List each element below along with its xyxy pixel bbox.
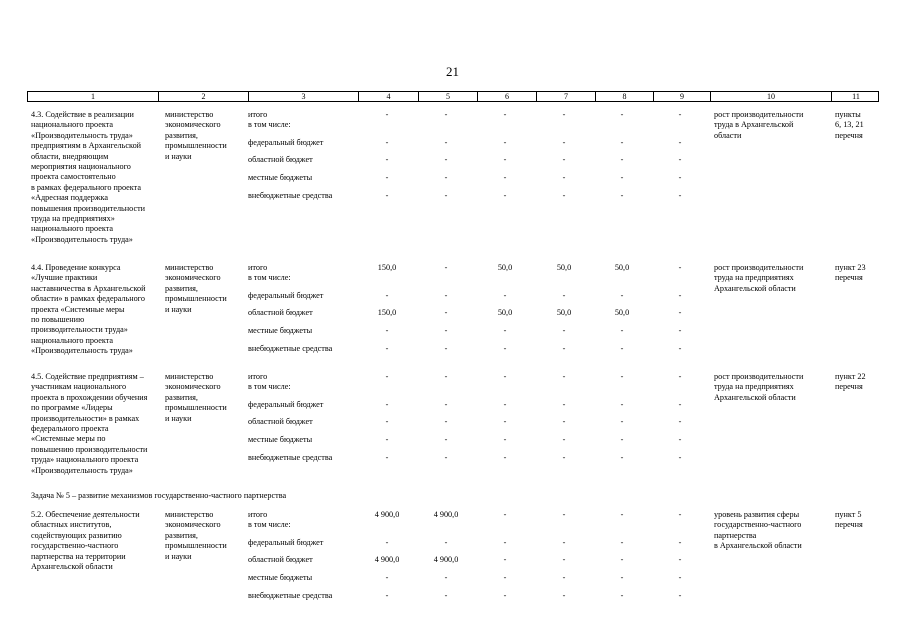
value-cell: -: [503, 555, 507, 564]
row-name: 4.4. Проведение конкурса «Лучшие практики наставничества в Архангельской области» в рамках федерального проекта «Системные меры по повышению производительности труда» национального проекта «Производительность труда»: [31, 263, 146, 356]
value-cell: -: [444, 344, 448, 353]
value-cell: -: [562, 538, 566, 547]
row-result: рост производительности труда на предприятиях Архангельской области: [714, 372, 804, 402]
value-cell: -: [620, 372, 624, 381]
funding-source: внебюджетные средства: [248, 344, 333, 353]
value-cell: -: [562, 291, 566, 300]
value-cell: -: [444, 155, 448, 164]
value-cell: -: [503, 573, 507, 582]
funding-source: федеральный бюджет: [248, 400, 324, 409]
value-cell: -: [562, 173, 566, 182]
value-cell: -: [562, 372, 566, 381]
row-executor: министерство экономического развития, промышленности и науки: [165, 372, 227, 423]
value-cell: -: [385, 110, 389, 119]
value-cell: 4 900,0: [433, 510, 459, 519]
funding-source: федеральный бюджет: [248, 538, 324, 547]
value-cell: -: [620, 453, 624, 462]
value-cell: 150,0: [377, 308, 397, 317]
value-cell: -: [678, 372, 682, 381]
value-cell: -: [678, 173, 682, 182]
row-executor: министерство экономического развития, промышленности и науки: [165, 510, 227, 561]
value-cell: 150,0: [377, 263, 397, 272]
funding-source: итого в том числе:: [248, 110, 291, 130]
value-cell: -: [620, 400, 624, 409]
header-cell-6: 6: [477, 92, 536, 102]
funding-source: внебюджетные средства: [248, 453, 333, 462]
header-cell-4: 4: [358, 92, 418, 102]
value-cell: -: [503, 400, 507, 409]
value-cell: -: [503, 591, 507, 600]
funding-source: местные бюджеты: [248, 435, 313, 444]
value-cell: -: [503, 155, 507, 164]
value-cell: -: [385, 591, 389, 600]
table-header-row: [27, 91, 879, 102]
value-cell: -: [562, 138, 566, 147]
value-cell: -: [385, 344, 389, 353]
value-cell: -: [503, 138, 507, 147]
value-cell: -: [620, 326, 624, 335]
value-cell: -: [562, 326, 566, 335]
header-cell-5: 5: [418, 92, 477, 102]
funding-source: внебюджетные средства: [248, 191, 333, 200]
value-cell: -: [562, 591, 566, 600]
value-cell: -: [678, 110, 682, 119]
value-cell: -: [444, 453, 448, 462]
value-cell: -: [678, 538, 682, 547]
value-cell: -: [444, 308, 448, 317]
funding-source: местные бюджеты: [248, 173, 313, 182]
value-cell: -: [678, 573, 682, 582]
value-cell: -: [444, 417, 448, 426]
value-cell: -: [562, 573, 566, 582]
value-cell: -: [678, 308, 682, 317]
value-cell: -: [503, 372, 507, 381]
header-cell-9: 9: [653, 92, 710, 102]
value-cell: -: [385, 191, 389, 200]
value-cell: -: [678, 510, 682, 519]
value-cell: -: [503, 417, 507, 426]
value-cell: -: [385, 417, 389, 426]
value-cell: 50,0: [614, 263, 630, 272]
value-cell: -: [385, 573, 389, 582]
header-cell-8: 8: [595, 92, 653, 102]
row-result: рост производительности труда в Архангельской области: [714, 110, 804, 140]
header-cell-3: 3: [248, 92, 358, 102]
value-cell: -: [503, 435, 507, 444]
value-cell: -: [620, 573, 624, 582]
funding-source: внебюджетные средства: [248, 591, 333, 600]
funding-source: областной бюджет: [248, 308, 313, 317]
funding-source: федеральный бюджет: [248, 291, 324, 300]
row-executor: министерство экономического развития, промышленности и науки: [165, 110, 227, 161]
funding-source: федеральный бюджет: [248, 138, 324, 147]
funding-source: местные бюджеты: [248, 573, 313, 582]
value-cell: -: [620, 191, 624, 200]
row-name: 4.5. Содействие предприятиям – участникам национального проекта в прохождении обучения по программе «Лидеры производительности» в рамках федерального проекта «Системные меры по повышению производительности труда» национального проекта «Производительность труда»: [31, 372, 148, 475]
value-cell: -: [503, 291, 507, 300]
value-cell: -: [503, 344, 507, 353]
value-cell: -: [678, 191, 682, 200]
value-cell: -: [385, 453, 389, 462]
value-cell: -: [385, 435, 389, 444]
value-cell: -: [444, 538, 448, 547]
value-cell: 50,0: [556, 308, 572, 317]
value-cell: -: [562, 510, 566, 519]
value-cell: -: [678, 555, 682, 564]
value-cell: -: [444, 263, 448, 272]
value-cell: -: [620, 344, 624, 353]
header-cell-10: 10: [710, 92, 831, 102]
value-cell: -: [678, 263, 682, 272]
task-heading: Задача № 5 – развитие механизмов государственно-частного партнерства: [31, 491, 287, 500]
value-cell: -: [678, 591, 682, 600]
value-cell: -: [385, 291, 389, 300]
row-points: пункт 23 перечня: [835, 263, 866, 283]
value-cell: 4 900,0: [374, 555, 400, 564]
value-cell: -: [620, 417, 624, 426]
value-cell: 50,0: [614, 308, 630, 317]
funding-source: областной бюджет: [248, 155, 313, 164]
value-cell: -: [620, 155, 624, 164]
value-cell: -: [444, 400, 448, 409]
value-cell: -: [678, 435, 682, 444]
value-cell: -: [444, 291, 448, 300]
header-cell-7: 7: [536, 92, 595, 102]
row-points: пункт 5 перечня: [835, 510, 863, 530]
value-cell: -: [503, 173, 507, 182]
value-cell: -: [562, 344, 566, 353]
row-name: 4.3. Содействие в реализации национального проекта «Производительность труда» предприятиям в Архангельской области, внедряющим мероприятия национального проекта самостоятельно в рамках федерального проекта «Адресная поддержка повышения производительности труда на предприятиях» национального проекта «Производительность труда»: [31, 110, 146, 244]
row-result: уровень развития сферы государственно-частного партнерства в Архангельской области: [714, 510, 802, 551]
value-cell: -: [562, 191, 566, 200]
value-cell: -: [562, 155, 566, 164]
value-cell: -: [562, 435, 566, 444]
value-cell: -: [385, 372, 389, 381]
value-cell: 4 900,0: [374, 510, 400, 519]
value-cell: -: [620, 138, 624, 147]
value-cell: -: [620, 538, 624, 547]
value-cell: -: [385, 173, 389, 182]
funding-source: областной бюджет: [248, 555, 313, 564]
value-cell: -: [562, 453, 566, 462]
value-cell: -: [620, 173, 624, 182]
value-cell: -: [444, 110, 448, 119]
funding-source: местные бюджеты: [248, 326, 313, 335]
value-cell: -: [678, 417, 682, 426]
row-result: рост производительности труда на предприятиях Архангельской области: [714, 263, 804, 293]
value-cell: -: [385, 138, 389, 147]
value-cell: -: [444, 372, 448, 381]
header-cell-1: 1: [91, 92, 95, 101]
value-cell: -: [620, 510, 624, 519]
funding-source: итого в том числе:: [248, 372, 291, 392]
value-cell: -: [385, 155, 389, 164]
value-cell: -: [444, 591, 448, 600]
value-cell: -: [385, 400, 389, 409]
value-cell: -: [620, 291, 624, 300]
value-cell: -: [562, 110, 566, 119]
value-cell: -: [620, 555, 624, 564]
value-cell: -: [444, 435, 448, 444]
value-cell: -: [503, 453, 507, 462]
value-cell: -: [444, 326, 448, 335]
funding-source: итого в том числе:: [248, 510, 291, 530]
funding-source: областной бюджет: [248, 417, 313, 426]
value-cell: -: [444, 573, 448, 582]
value-cell: -: [385, 326, 389, 335]
header-cell-2: 2: [158, 92, 248, 102]
value-cell: 4 900,0: [433, 555, 459, 564]
header-cell-11: 11: [831, 92, 880, 102]
value-cell: -: [503, 110, 507, 119]
page-number: 21: [446, 64, 459, 79]
value-cell: -: [385, 538, 389, 547]
value-cell: -: [620, 110, 624, 119]
value-cell: -: [503, 510, 507, 519]
value-cell: -: [678, 344, 682, 353]
value-cell: -: [678, 155, 682, 164]
row-name: 5.2. Обеспечение деятельности областных институтов, содействующих развитию государственно-частного партнерства на территории Архангельской области: [31, 510, 140, 572]
value-cell: -: [444, 138, 448, 147]
value-cell: 50,0: [556, 263, 572, 272]
value-cell: -: [562, 400, 566, 409]
row-points: пункты 6, 13, 21 перечня: [835, 110, 864, 140]
value-cell: -: [678, 326, 682, 335]
value-cell: -: [503, 538, 507, 547]
funding-source: итого в том числе:: [248, 263, 291, 283]
value-cell: -: [503, 326, 507, 335]
value-cell: 50,0: [497, 263, 513, 272]
value-cell: -: [503, 191, 507, 200]
value-cell: -: [562, 417, 566, 426]
value-cell: -: [678, 400, 682, 409]
value-cell: -: [444, 191, 448, 200]
value-cell: 50,0: [497, 308, 513, 317]
value-cell: -: [444, 173, 448, 182]
row-executor: министерство экономического развития, промышленности и науки: [165, 263, 227, 314]
value-cell: -: [678, 291, 682, 300]
value-cell: -: [562, 555, 566, 564]
value-cell: -: [620, 591, 624, 600]
row-points: пункт 22 перечня: [835, 372, 866, 392]
value-cell: -: [620, 435, 624, 444]
value-cell: -: [678, 138, 682, 147]
value-cell: -: [678, 453, 682, 462]
